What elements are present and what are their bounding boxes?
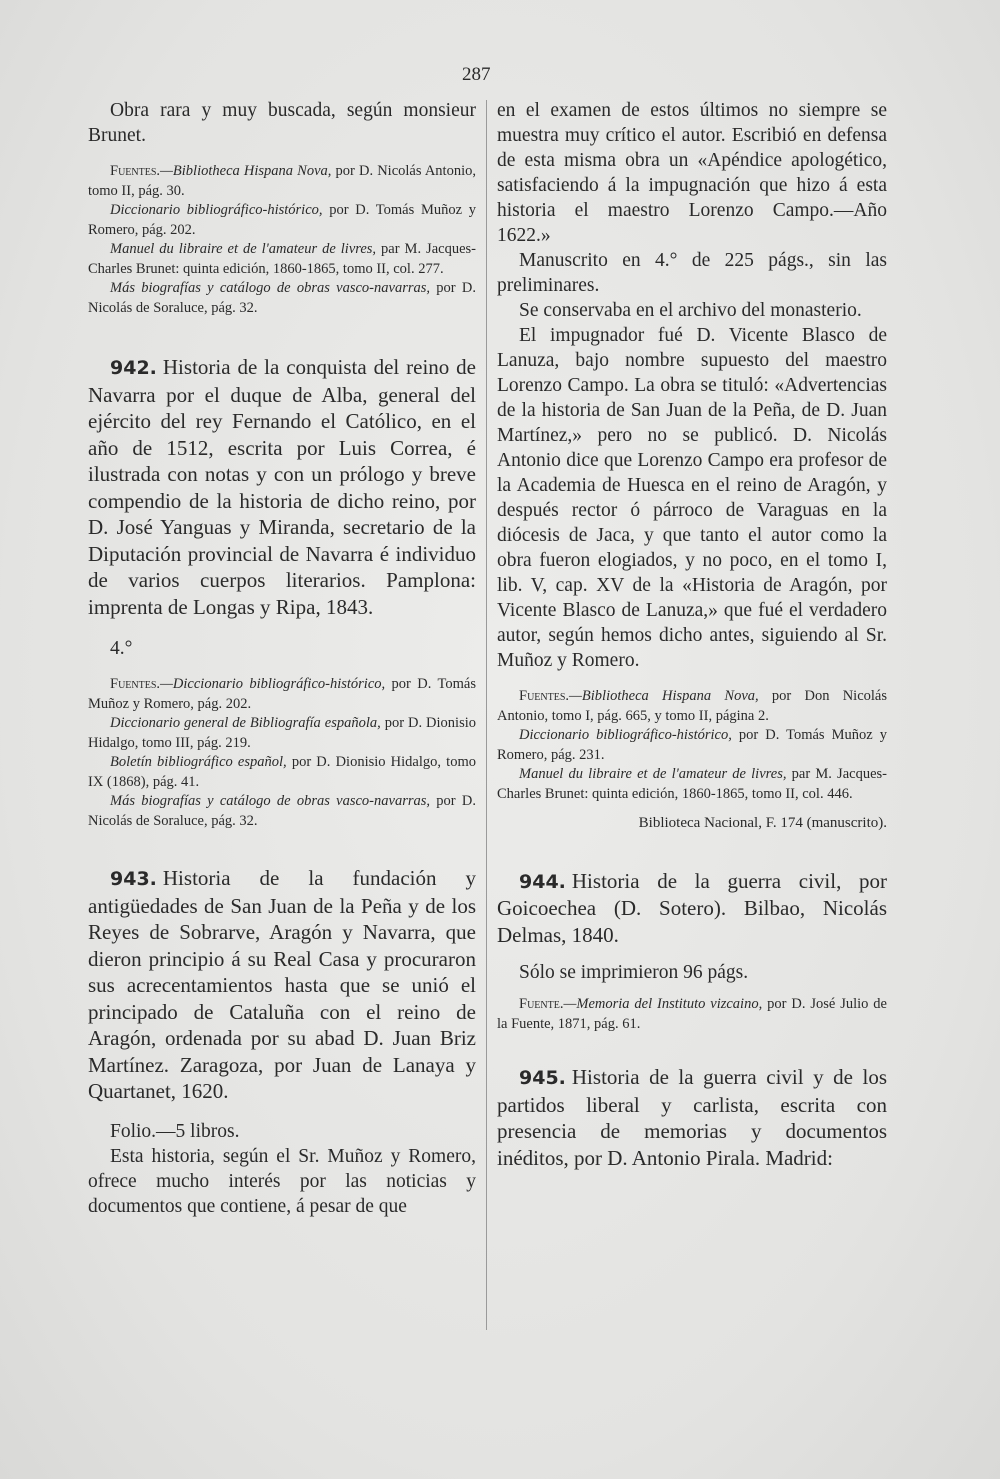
fuente-line <box>497 726 887 765</box>
fuente-line <box>88 792 476 831</box>
fuente-detail: por D. Dionisio Hidalgo, tomo III, pág. 219. <box>88 715 476 751</box>
fuentes-block-3 <box>497 687 887 804</box>
library-location: Biblioteca Nacional, F. 174 (manuscrito). <box>638 815 887 831</box>
fuente-line <box>497 765 887 804</box>
fuente-line <box>88 201 476 240</box>
fuente-title: —Diccionario bibliográfico-histórico, <box>160 676 386 692</box>
fuente-line <box>88 714 476 753</box>
entry-note: Esta historia, según el Sr. Muñoz y Romero, ofrece mucho interés por las noticias y documentos que contiene, á pesar de que <box>88 1145 476 1217</box>
entry-description: Historia de la conquista del reino de Navarra por el duque de Alba, general del ejército del rey Fernando el Católico, en el año de 1512, escrita por Luis Correa, é ilustrada con notas y con un prólogo y breve compendio de la historia de dicho reino, por D. José Yanguas y Miranda, secretario de la Diputación provincial de Navarra é individuo de varios cuerpos literarios. Pamplona: imprenta de Longas y Ripa, 1843. <box>88 355 476 619</box>
fuente-detail: por D. José Julio de la Fuente, 1871, pág. 61. <box>497 996 887 1032</box>
entry-description: Historia de la guerra civil y de los partidos liberal y carlista, escrita con presencia de memorias y documentos inéditos, por D. Antonio Pirala. Madrid: <box>497 1065 887 1170</box>
impugnador-paragraph: El impugnador fué D. Vicente Blasco de Lanuza, bajo nombre supuesto del maestro Lorenzo Campo. La obra se tituló: «Advertencias de la historia de San Juan de la Peña, de D. Juan Martínez,» pero no se publicó. D. Nicolás Antonio dice que Lorenzo Campo era profesor de la Academia de Huesca en el reino de Aragón, y después rector ó párroco de Varaguas en la diócesis de Jaca, y que tanto el autor como la obra fueron elogiados, y no poco, en el tomo I, lib. V, cap. XV de la «Historia de Aragón, por Vicente Blasco de Lanuza,» que fué el verdadero autor, según hemos dicho antes, siguiendo al Sr. Muñoz y Romero. <box>497 325 887 671</box>
entry-944 <box>497 868 887 1035</box>
entry-number: 943. <box>110 868 157 890</box>
intro-paragraph: Obra rara y muy buscada, según monsieur Brunet. <box>88 100 476 146</box>
entry-942-text <box>88 354 476 620</box>
fuente-detail: por D. Tomás Muñoz y Romero, pág. 231. <box>497 727 887 763</box>
left-column <box>88 98 476 1219</box>
fuentes-block-1 <box>88 162 476 318</box>
fuente-line <box>88 279 476 318</box>
fuente-detail: por D. Nicolás Antonio, tomo II, pág. 30. <box>88 163 476 199</box>
fuente-title: Diccionario bibliográfico-histórico, <box>110 202 323 218</box>
column-divider <box>486 100 487 1330</box>
fuente-title: Más biografías y catálogo de obras vasco-navarras, <box>110 280 431 296</box>
entry-note: Sólo se imprimieron 96 págs. <box>519 962 749 983</box>
fuente-line <box>88 753 476 792</box>
fuentes-label: Fuente. <box>519 996 564 1012</box>
fuente-title: Boletín bibliográfico español, <box>110 754 287 770</box>
entry-945-text <box>497 1064 887 1171</box>
fuente-title: —Memoria del Instituto vizcaino, <box>563 996 763 1012</box>
fuente-line <box>88 675 476 714</box>
fuente-line <box>88 240 476 279</box>
page-number: 287 <box>462 64 491 85</box>
fuentes-label: Fuentes. <box>110 676 161 692</box>
archive-paragraph: Se conservaba en el archivo del monasterio. <box>519 300 862 321</box>
entry-945 <box>497 1064 887 1171</box>
continuation-paragraph: en el examen de estos últimos no siempre se muestra muy crítico el autor. Escribió en defensa de esta misma obra un «Apéndice apologético, satisfaciendo á la impugnación que hizo á esta historia el maestro Lorenzo Campo.—Año 1622.» <box>497 100 887 246</box>
manuscript-paragraph: Manuscrito en 4.° de 225 págs., sin las preliminares. <box>497 250 887 296</box>
entry-number: 944. <box>519 870 566 893</box>
fuente-detail: por D. Nicolás de Soraluce, pág. 32. <box>88 280 476 316</box>
entry-943 <box>88 865 476 1219</box>
entry-description: Historia de la guerra civil, por Goicoechea (D. Sotero). Bilbao, Nicolás Delmas, 1840. <box>497 868 887 947</box>
fuente-line <box>497 687 887 726</box>
entry-number: 945. <box>519 1067 566 1089</box>
fuente-title: Diccionario bibliográfico-histórico, <box>519 727 732 743</box>
entry-description: Historia de la fundación y antigüedades de San Juan de la Peña y de los Reyes de Sobrarve, Aragón y Navarra, que dieron principio á su Real Casa y procuraron sus acrecentamientos hasta que se unió el principado de Cataluña con el reino de Aragón, ordenada por su abad D. Juan Briz Martínez. Zaragoza, por Juan de Lanaya y Quartanet, 1620. <box>88 866 476 1103</box>
fuente-title: Más biografías y catálogo de obras vasco-navarras, <box>110 793 431 809</box>
fuente-detail: por D. Tomás Muñoz y Romero, pág. 202. <box>88 202 476 238</box>
fuente-line <box>88 162 476 201</box>
fuentes-label: Fuentes. <box>110 163 161 179</box>
fuente-detail: par M. Jacques-Charles Brunet: quinta edición, 1860-1865, tomo II, col. 446. <box>497 766 887 802</box>
fuente-detail: por Don Nicolás Antonio, tomo I, pág. 665, y tomo II, página 2. <box>497 688 887 724</box>
fuente-detail: par M. Jacques-Charles Brunet: quinta edición, 1860-1865, tomo II, col. 277. <box>88 241 476 277</box>
fuente-detail: por D. Nicolás de Soraluce, pág. 32. <box>88 793 476 829</box>
fuentes-block-2 <box>88 675 476 831</box>
fuente-detail: por D. Dionisio Hidalgo, tomo IX (1868), pág. 41. <box>88 754 476 790</box>
entry-944-text <box>497 868 887 949</box>
fuentes-label: Fuentes. <box>519 688 570 704</box>
fuente-title: —Bibliotheca Hispana Nova, <box>569 688 759 704</box>
entry-format: Folio.—5 libros. <box>110 1120 240 1142</box>
entry-942 <box>88 354 476 661</box>
fuente-title: —Bibliotheca Hispana Nova, <box>160 163 332 179</box>
right-column <box>497 98 887 1171</box>
fuente-title: Manuel du libraire et de l'amateur de livres, <box>519 766 787 782</box>
fuente-title: Manuel du libraire et de l'amateur de livres, <box>110 241 377 257</box>
fuente-title: Diccionario general de Bibliografía española, <box>110 715 381 731</box>
fuente-line <box>497 995 887 1034</box>
fuente-detail: por D. Tomás Muñoz y Romero, pág. 202. <box>88 676 476 712</box>
entry-format: 4.° <box>110 638 133 659</box>
entry-number: 942. <box>110 357 157 379</box>
entry-943-text <box>88 865 476 1105</box>
